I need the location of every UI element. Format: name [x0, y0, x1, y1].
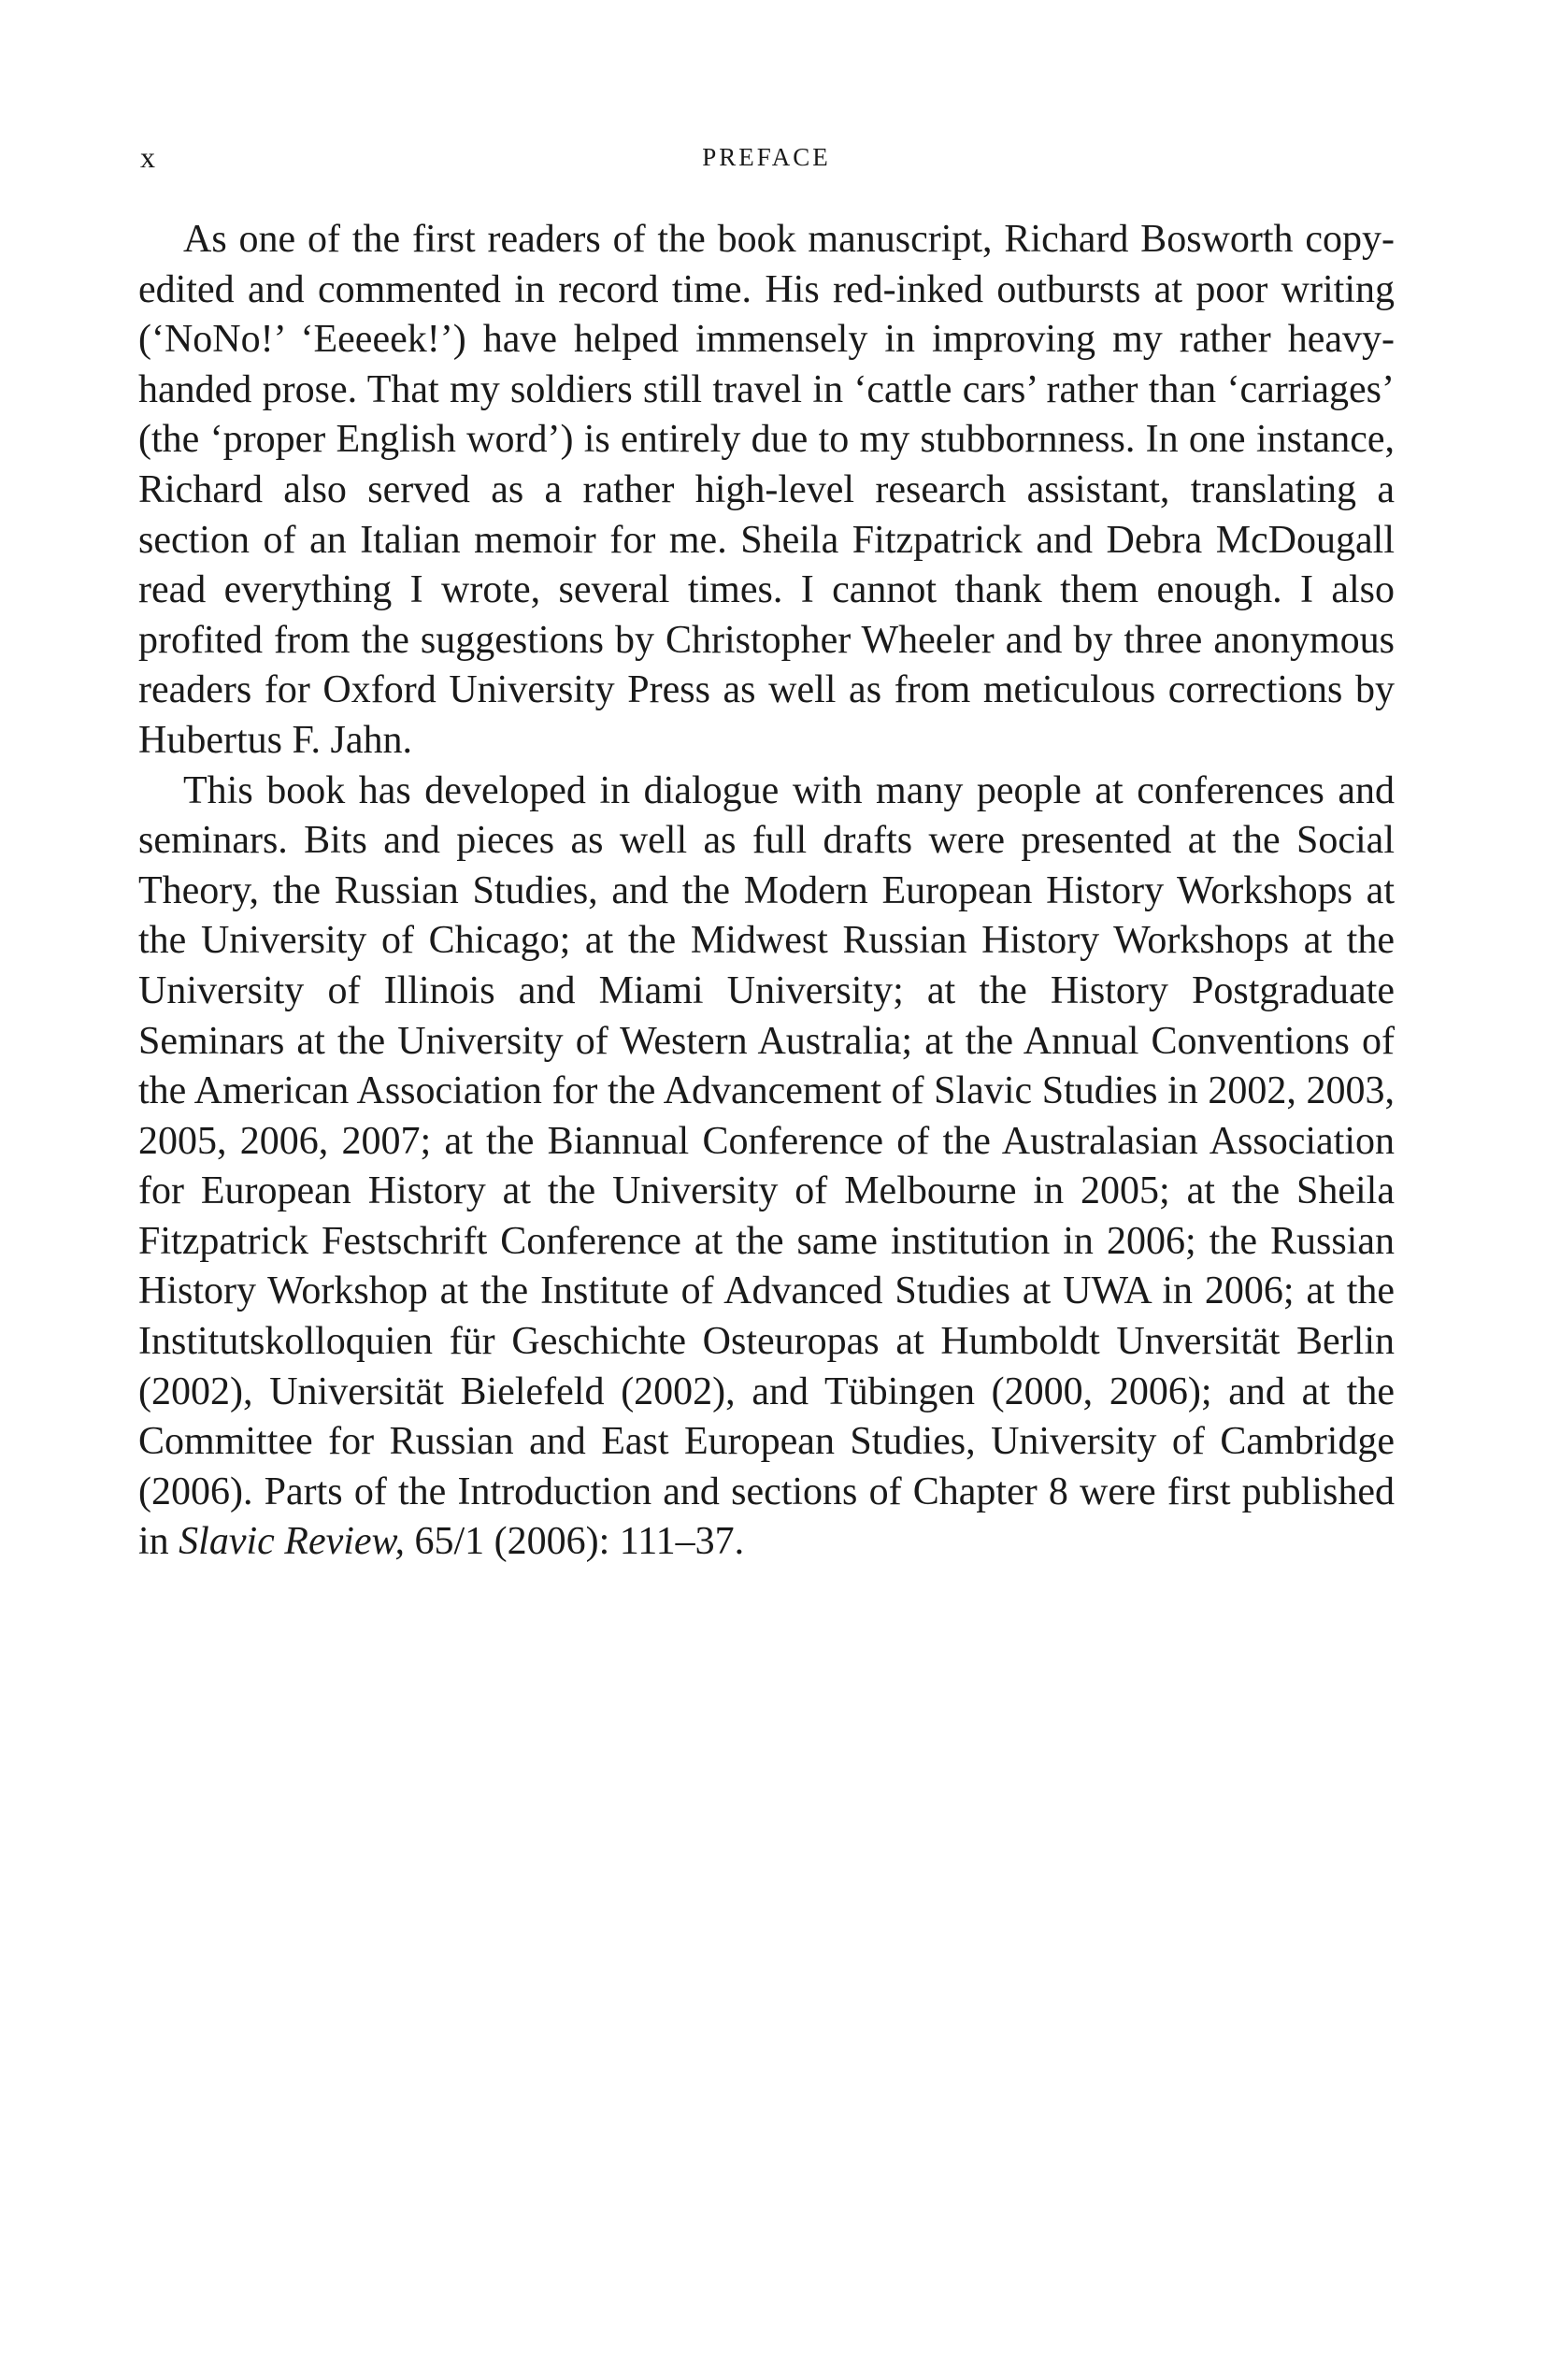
citation-details: 65/1 (2006): 111–37. [404, 1520, 745, 1564]
running-head-title: PREFACE [702, 143, 831, 171]
paragraph-acknowledgements: As one of the first readers of the book manuscript, Richard Bosworth copy-edited and commented in record time. His red-inked outbursts at poor writing (‘NoNo!’ ‘Eeeeek!’) have helped immensely in improving my rather heavy-handed prose. That my soldiers still travel in ‘cattle cars’ rather than ‘carriages’ (the ‘proper English word’) is entirely due to my stubbornness. In one instance, Richard also served as a rather high-level research assistant, translating a section of an Italian memoir for me. Sheila Fitzpatrick and Debra McDougall read everything I wrote, several times. I cannot thank them enough. I also profited from the suggestions by Christopher Wheeler and by three anonymous readers for Oxford University Press as well as from meticulous corrections by Hubertus F. Jahn. [138, 218, 1395, 762]
journal-title: Slavic Review, [179, 1520, 405, 1564]
book-page [138, 0, 1395, 2380]
paragraph-presentations-text: This book has developed in dialogue with many people at conferences and seminars. Bits and pieces as well as full drafts were presented at the Social Theory, the Russian Studies, and the Modern European History Workshops at the University of Chicago; at the Midwest Russian History Workshops at the University of Illinois and Miami University; at the History Postgraduate Seminars at the University of Western Australia; at the Annual Conventions of the American Association for the Advancement of Slavic Studies in 2002, 2003, 2005, 2006, 2007; at the Biannual Conference of the Australasian Association for European History at the University of Melbourne in 2005; at the Sheila Fitzpatrick Festschrift Conference at the same institution in 2006; the Russian History Workshop at the Institute of Advanced Studies at UWA in 2006; at the Institutskolloquien für Geschichte Osteuropas at Humboldt Unversität Berlin (2002), Universität Bielefeld (2002), and Tübingen (2000, 2006); and at the Committee for Russian and East European Studies, University of Cambridge (2006). Parts of the Introduction and sections of Chapter 8 were first published in [138, 768, 1395, 1564]
preface-body [138, 215, 1395, 1568]
paragraph-presentations [138, 767, 1395, 1569]
page-number: x [140, 140, 156, 174]
running-head [138, 138, 1395, 176]
